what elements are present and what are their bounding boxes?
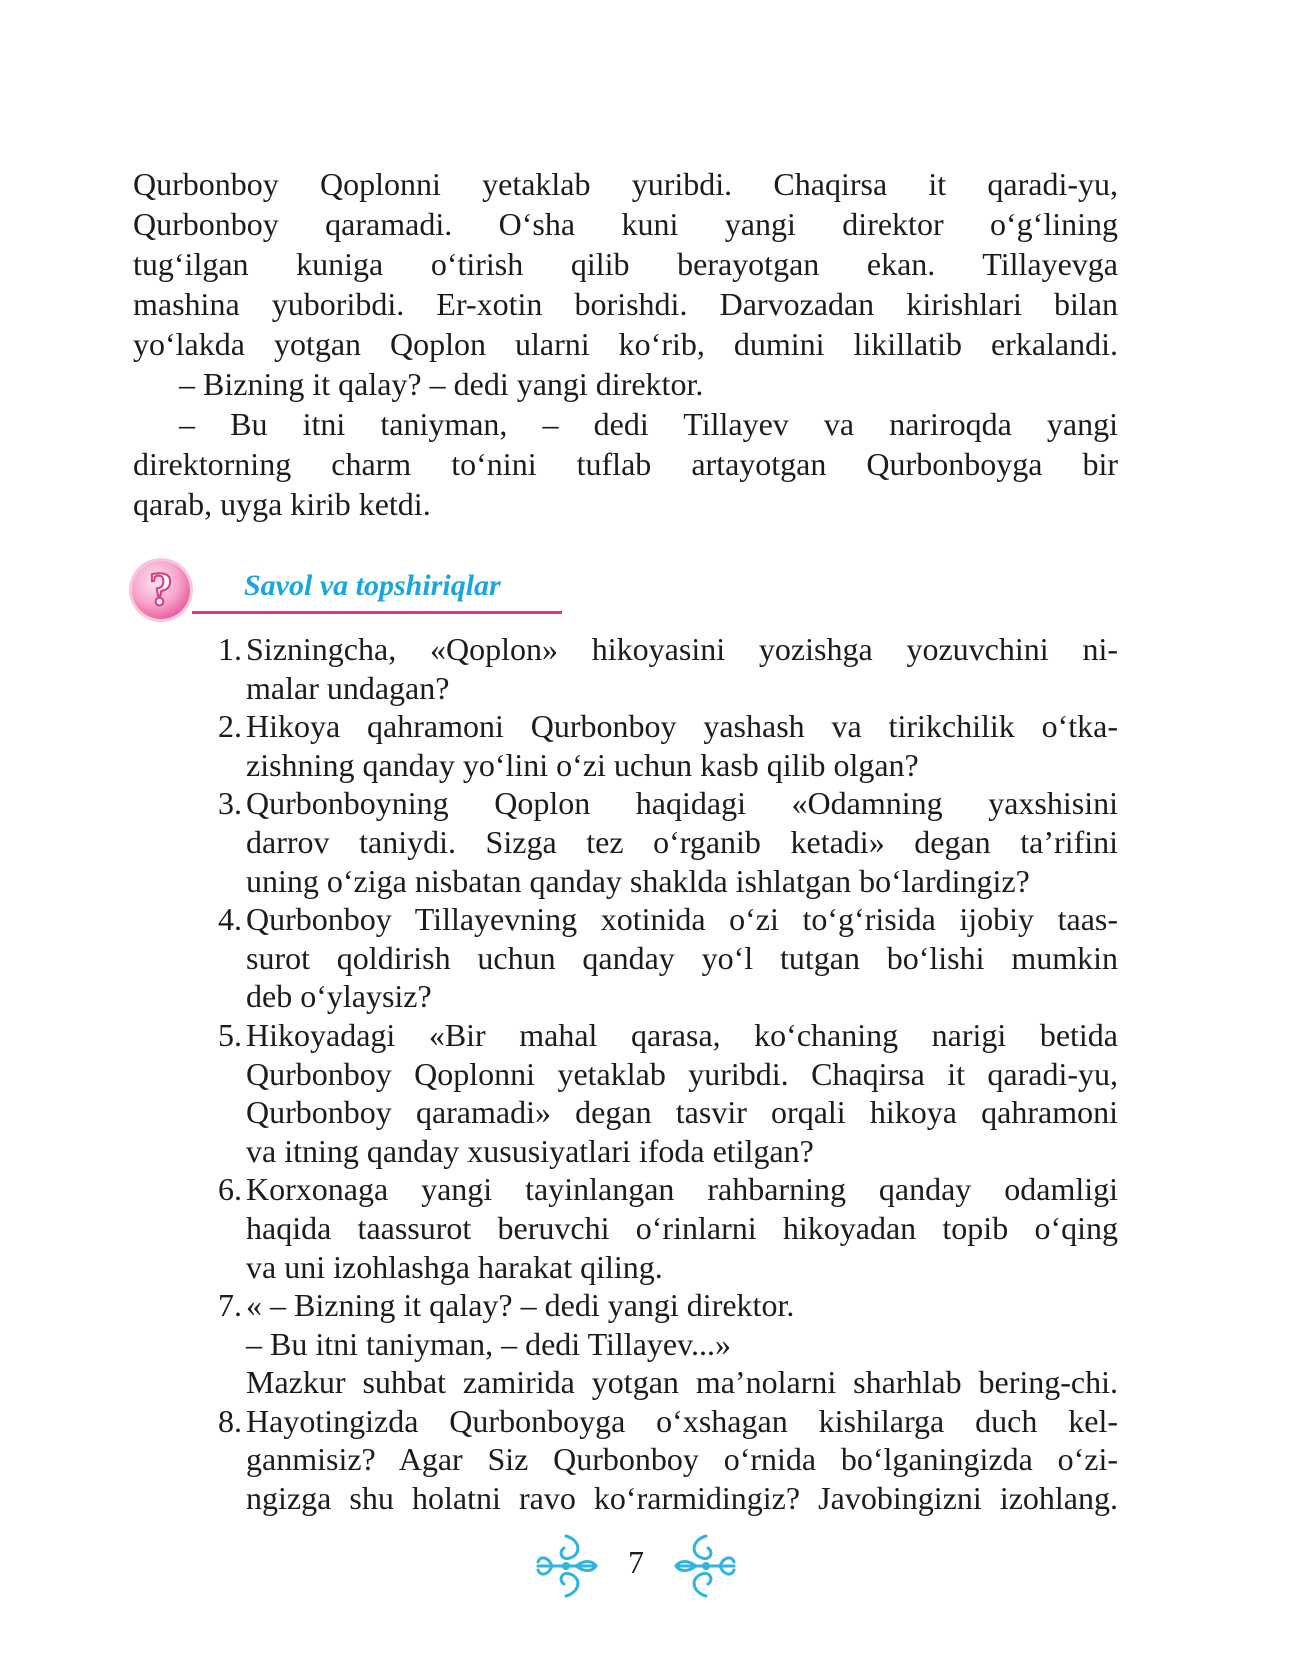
section-title: Savol va topshiriqlar — [244, 569, 501, 602]
story-line: yo‘lakda yotgan Qoplon ularni ko‘rib, dumini likillatib erkalandi. — [133, 326, 1118, 362]
item-line: Qurbonboyning Qoplon haqidagi «Odamning yaxshisini — [246, 785, 1118, 822]
item-line: haqida taassurot beruvchi o‘rinlarni hikoyadan topib o‘qing — [246, 1209, 1118, 1246]
list-item — [206, 1170, 1118, 1286]
question-mark-glyph: ? — [149, 563, 173, 616]
list-item — [206, 630, 1118, 707]
item-line: Hikoyadagi «Bir mahal qarasa, ko‘chaning narigi betida — [246, 1016, 1118, 1053]
story-text — [133, 164, 1118, 524]
story-line: mashina yuboribdi. Er-xotin borishdi. Darvozadan kirishlari bilan — [133, 286, 1118, 322]
item-number: 6. — [218, 1171, 242, 1208]
item-line: surot qoldirish uchun qanday yo‘l tutgan bo‘lishi mumkin — [246, 939, 1118, 976]
page-footer — [530, 1530, 770, 1602]
item-line: ganmisiz? Agar Siz Qurbonboy o‘rnida bo‘lganingizda o‘zi- — [246, 1441, 1118, 1478]
list-item — [206, 707, 1118, 784]
item-number: 1. — [218, 631, 242, 667]
item-line: zishning qanday yo‘lini o‘zi uchun kasb qilib olgan? — [246, 746, 919, 783]
list-item — [206, 784, 1118, 900]
item-line: darrov taniydi. Sizga tez o‘rganib ketadi» degan ta’rifini — [246, 823, 1118, 860]
item-line: Sizningcha, «Qoplon» hikoyasini yozishga yozuvchini ni- — [246, 631, 1118, 667]
item-line: ngizga shu holatni ravo ko‘rarmidingiz? Javobingizni izohlang. — [246, 1480, 1118, 1517]
item-line: Qurbonboy Tillayevning xotinida o‘zi to‘g‘risida ijobiy taas- — [246, 901, 1118, 938]
item-number: 8. — [218, 1402, 242, 1439]
item-line: va itning qanday xususiyatlari ifoda etilgan? — [246, 1132, 814, 1169]
item-line: deb o‘ylaysiz? — [246, 978, 432, 1015]
item-line: Mazkur suhbat zamirida yotgan ma’nolarni sharhlab bering-chi. — [246, 1364, 1118, 1401]
item-line: – Bu itni taniyman, – dedi Tillayev...» — [246, 1325, 732, 1362]
item-number: 3. — [218, 785, 242, 822]
floral-ornament-icon — [670, 1530, 742, 1602]
questions-heading — [132, 555, 562, 625]
item-number: 2. — [218, 708, 242, 745]
story-line: Qurbonboy qaramadi. O‘sha kuni yangi direktor o‘g‘lining — [133, 206, 1118, 242]
item-line: Qurbonboy qaramadi» degan tasvir orqali hikoya qahramoni — [246, 1094, 1118, 1131]
item-number: 4. — [218, 901, 242, 938]
item-line: Qurbonboy Qoplonni yetaklab yuribdi. Chaqirsa it qaradi-yu, — [246, 1055, 1118, 1092]
list-item — [206, 900, 1118, 1016]
story-line: Qurbonboy Qoplonni yetaklab yuribdi. Chaqirsa it qaradi-yu, — [133, 166, 1118, 202]
floral-ornament-icon — [530, 1530, 602, 1602]
item-line: va uni izohlashga harakat qiling. — [246, 1248, 663, 1285]
heading-underline — [192, 611, 562, 614]
item-line: uning o‘ziga nisbatan qanday shaklda ishlatgan bo‘lardingiz? — [246, 862, 1030, 899]
story-line: tug‘ilgan kuniga o‘tirish qilib berayotgan ekan. Tillayevga — [133, 246, 1118, 282]
item-number: 7. — [218, 1287, 242, 1324]
story-line: – Bizning it qalay? – dedi yangi direktor. — [179, 366, 704, 402]
list-item — [206, 1286, 1118, 1402]
story-line: direktorning charm to‘nini tuflab artayotgan Qurbonboyga bir — [133, 446, 1118, 482]
item-line: malar undagan? — [246, 669, 450, 706]
item-line: « – Bizning it qalay? – dedi yangi direktor. — [246, 1287, 795, 1324]
item-line: Hikoya qahramoni Qurbonboy yashash va tirikchilik o‘tka- — [246, 708, 1118, 745]
item-number: 5. — [218, 1016, 242, 1053]
item-line: Korxonaga yangi tayinlangan rahbarning qanday odamligi — [246, 1171, 1118, 1208]
list-item — [206, 1402, 1118, 1518]
story-line: qarab, uyga kirib ketdi. — [133, 486, 431, 522]
questions-list — [206, 630, 1118, 1518]
item-line: Hayotingizda Qurbonboyga o‘xshagan kishilarga duch kel- — [246, 1402, 1118, 1439]
page-number: 7 — [628, 1544, 644, 1580]
question-mark-icon — [132, 561, 190, 619]
story-line: – Bu itni taniyman, – dedi Tillayev va nariroqda yangi — [179, 406, 1118, 442]
list-item — [206, 1016, 1118, 1170]
